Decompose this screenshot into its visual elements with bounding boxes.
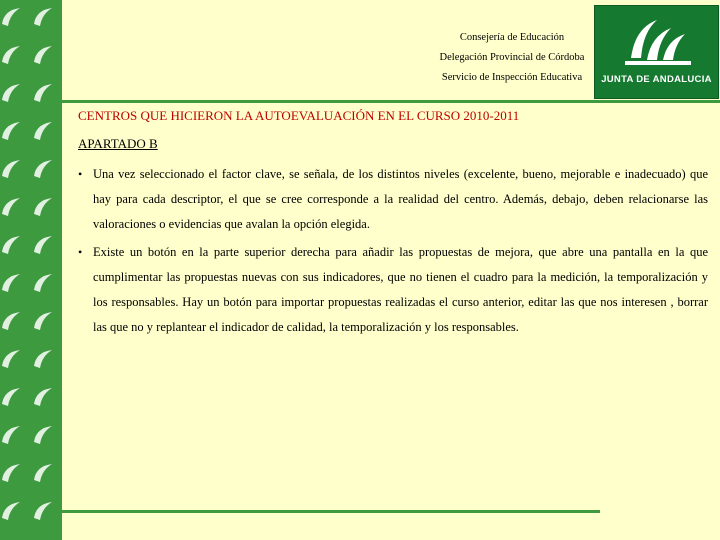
- header-divider: [62, 100, 720, 103]
- bullet-item: [78, 162, 708, 237]
- leaf-pattern-icon: [0, 0, 62, 540]
- section-title: CENTROS QUE HICIERON LA AUTOEVALUACIÓN EN EL CURSO 2010-2011: [78, 108, 520, 123]
- slide-page: [62, 0, 720, 540]
- header-line-servicio: Servicio de Inspección Educativa: [441, 72, 583, 83]
- logo-text: JUNTA DE ANDALUCIA: [601, 74, 712, 85]
- bullet-dot-icon: •: [78, 245, 83, 259]
- header-line-consejeria: Consejería de Educación: [459, 32, 565, 43]
- bullet-item: [78, 240, 708, 340]
- junta-de-andalucia-emblem-icon: [595, 6, 718, 70]
- junta-de-andalucia-logo: [594, 5, 719, 99]
- footer-divider: [62, 510, 600, 513]
- bullet-text: Existe un botón en la parte superior derecha para añadir las propuestas de mejora, que abre una pantalla en la que cumplimentar las propuestas nuevas con sus indicadores, que no tienen el cuadro para la medición, la temporalización y los responsables. Hay un botón para importar propuestas realizadas el curso anterior, editar las que nos interesen , borrar las que no y replantear el indicador de calidad, la temporalización y los responsables.: [93, 245, 708, 334]
- bullet-text: Una vez seleccionado el factor clave, se señala, de los distintos niveles (excelente, bueno, mejorable e inadecuado) que hay para cada descriptor, el que se cree corresponde a la realidad del centro. Además, debajo, deben relacionarse las valoraciones o evidencias que avalan la opción elegida.: [93, 167, 708, 231]
- bullet-dot-icon: •: [78, 167, 83, 181]
- decorative-sidebar: [0, 0, 62, 540]
- header-line-delegacion: Delegación Provincial de Córdoba: [439, 52, 585, 63]
- bullet-list: [78, 162, 708, 343]
- apartado-heading: APARTADO B: [78, 136, 158, 151]
